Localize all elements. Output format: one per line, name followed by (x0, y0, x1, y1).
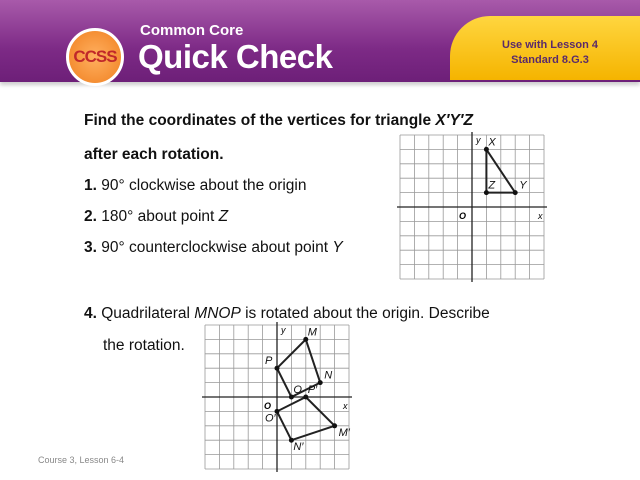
standard-label: Standard 8.G.3 (511, 54, 589, 66)
question-4-line2: the rotation. (103, 337, 185, 354)
q-text: Quadrilateral (101, 305, 195, 322)
footer-course: Course 3, Lesson 6-4 (38, 455, 125, 465)
vertex-label: P (265, 355, 273, 368)
prompt-text: Find the coordinates of the vertices for triangle (84, 112, 436, 129)
q-text: 90° clockwise about the origin (101, 177, 307, 194)
q-text: 180° about point (101, 208, 219, 225)
vertex-label: O′ (265, 412, 276, 425)
vertex-label: M (307, 326, 317, 339)
q-var: Y (332, 239, 343, 256)
prompt-line2: after each rotation. (84, 146, 224, 163)
y-axis-label: y (476, 135, 481, 145)
q-var: Z (218, 208, 229, 225)
brand-subtitle: Common Core (140, 22, 244, 39)
lesson-tab (450, 16, 640, 80)
origin-label: O (264, 401, 272, 411)
vertex-point (275, 366, 280, 371)
x-axis-label: x (538, 211, 543, 221)
q-num: 1. (84, 177, 97, 194)
q-num: 4. (84, 305, 97, 322)
prompt-line1 (84, 112, 473, 130)
lesson-label: Use with Lesson 4 (502, 39, 598, 51)
triangle-name: X′Y′Z (435, 112, 473, 129)
brand-title: Quick Check (138, 38, 333, 75)
q-text: 90° counterclockwise about point (101, 239, 333, 256)
question-3 (84, 239, 343, 257)
q-num: 2. (84, 208, 97, 225)
vertex-label: N (324, 369, 333, 382)
ccss-logo: CCSS (66, 28, 124, 86)
vertex-label: N′ (293, 441, 304, 454)
vertex-label: X (488, 136, 496, 149)
origin-label: O (459, 211, 467, 221)
vertex-point (332, 423, 337, 428)
vertex-point (318, 380, 323, 385)
graph-triangle (395, 130, 550, 285)
q-text: is rotated about the origin. Describe (240, 305, 490, 322)
x-axis-label: x (343, 401, 348, 411)
question-1 (84, 177, 306, 195)
q-num: 3. (84, 239, 97, 256)
q-var: MNOP (194, 305, 241, 322)
vertex-label: O (293, 384, 302, 396)
vertex-point (513, 190, 518, 195)
y-axis-label: y (281, 325, 286, 335)
vertex-label: Z (488, 179, 496, 192)
graph-quadrilateral (200, 320, 355, 475)
question-2 (84, 208, 228, 226)
vertex-label: M′ (338, 426, 350, 439)
vertex-label: P′ (307, 384, 318, 396)
vertex-label: Y (519, 179, 527, 192)
